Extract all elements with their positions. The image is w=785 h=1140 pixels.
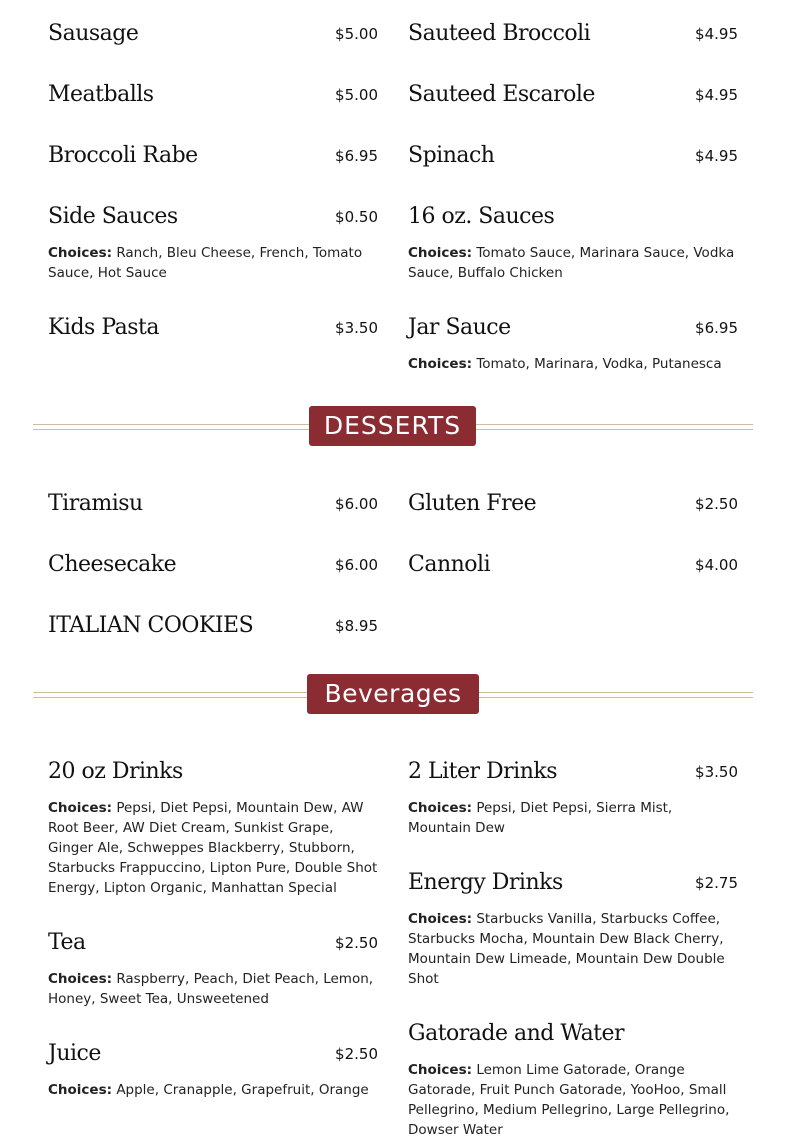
item-name: Gatorade and Water — [408, 1021, 625, 1046]
item-name: Meatballs — [48, 82, 154, 107]
item-name: Sausage — [48, 21, 139, 46]
beverages-section-header — [33, 674, 753, 714]
choices-text: Raspberry, Peach, Diet Peach, Lemon, Honey, Sweet Tea, Unsweetened — [48, 971, 374, 1007]
item-price: $4.00 — [695, 556, 738, 574]
item-name: Sauteed Escarole — [408, 82, 595, 107]
item-name: Spinach — [408, 143, 495, 168]
choices-text: Lemon Lime Gatorade, Orange Gatorade, Fruit Punch Gatorade, YooHoo, Small Pellegrino, Medium Pellegrino, Large Pellegrino, Dowser Water — [408, 1062, 730, 1138]
choices-label: Choices: — [408, 245, 473, 261]
item-price: $0.50 — [335, 208, 378, 226]
item-name: Tea — [48, 930, 86, 955]
choices-label: Choices: — [48, 800, 113, 816]
choices-text: Pepsi, Diet Pepsi, Mountain Dew, AW Root Beer, AW Diet Cream, Sunkist Grape, Ginger Ale, Schweppes Blackberry, Stubborn, Starbucks Frappuccino, Lipton Pure, Double Shot Energy, Lipton Organic, Manhattan Special — [48, 800, 378, 896]
item-price: $4.95 — [695, 147, 738, 165]
item-name: Juice — [48, 1041, 101, 1066]
item-price: $6.00 — [335, 556, 378, 574]
choices-label: Choices: — [408, 356, 473, 372]
item-name: Gluten Free — [408, 491, 537, 516]
item-name: Tiramisu — [48, 491, 143, 516]
section-title: Beverages — [307, 674, 479, 714]
item-name: Side Sauces — [48, 204, 178, 229]
item-name: Kids Pasta — [48, 315, 160, 340]
item-price: $2.50 — [695, 495, 738, 513]
item-name: 20 oz Drinks — [48, 759, 183, 784]
choices-label: Choices: — [408, 911, 473, 927]
item-name: 16 oz. Sauces — [408, 204, 555, 229]
choices-text: Apple, Cranapple, Grapefruit, Orange — [116, 1082, 369, 1098]
item-choices — [408, 243, 738, 283]
choices-text: Ranch, Bleu Cheese, French, Tomato Sauce, Hot Sauce — [48, 245, 363, 281]
item-price: $2.75 — [695, 874, 738, 892]
choices-label: Choices: — [408, 1062, 473, 1078]
choices-label: Choices: — [48, 971, 113, 987]
item-choices — [48, 1080, 378, 1100]
item-choices — [408, 1060, 738, 1140]
item-price: $3.50 — [695, 763, 738, 781]
desserts-section-header — [33, 406, 753, 446]
item-price: $5.00 — [335, 25, 378, 43]
item-price: $3.50 — [335, 319, 378, 337]
item-price: $6.95 — [335, 147, 378, 165]
item-price: $4.95 — [695, 25, 738, 43]
item-choices — [48, 243, 378, 283]
section-title: DESSERTS — [309, 406, 476, 446]
item-name: ITALIAN COOKIES — [48, 613, 254, 638]
item-price: $2.50 — [335, 934, 378, 952]
item-price: $6.95 — [695, 319, 738, 337]
item-name: Cannoli — [408, 552, 491, 577]
item-choices — [408, 798, 738, 838]
item-price: $5.00 — [335, 86, 378, 104]
item-choices — [408, 354, 738, 374]
item-name: Jar Sauce — [408, 315, 511, 340]
choices-label: Choices: — [48, 1082, 113, 1098]
item-price: $6.00 — [335, 495, 378, 513]
choices-text: Tomato Sauce, Marinara Sauce, Vodka Sauce, Buffalo Chicken — [408, 245, 735, 281]
choices-text: Tomato, Marinara, Vodka, Putanesca — [476, 356, 722, 372]
item-name: 2 Liter Drinks — [408, 759, 557, 784]
item-price: $2.50 — [335, 1045, 378, 1063]
item-price: $4.95 — [695, 86, 738, 104]
item-price: $8.95 — [335, 617, 378, 635]
choices-text: Pepsi, Diet Pepsi, Sierra Mist, Mountain Dew — [408, 800, 673, 836]
choices-label: Choices: — [408, 800, 473, 816]
item-name: Sauteed Broccoli — [408, 21, 591, 46]
item-name: Broccoli Rabe — [48, 143, 198, 168]
choices-text: Starbucks Vanilla, Starbucks Coffee, Starbucks Mocha, Mountain Dew Black Cherry, Mountain Dew Limeade, Mountain Dew Double Shot — [408, 911, 725, 987]
item-name: Energy Drinks — [408, 870, 563, 895]
item-choices — [48, 798, 378, 898]
item-choices — [408, 909, 738, 989]
item-name: Cheesecake — [48, 552, 177, 577]
item-choices — [48, 969, 378, 1009]
choices-label: Choices: — [48, 245, 113, 261]
